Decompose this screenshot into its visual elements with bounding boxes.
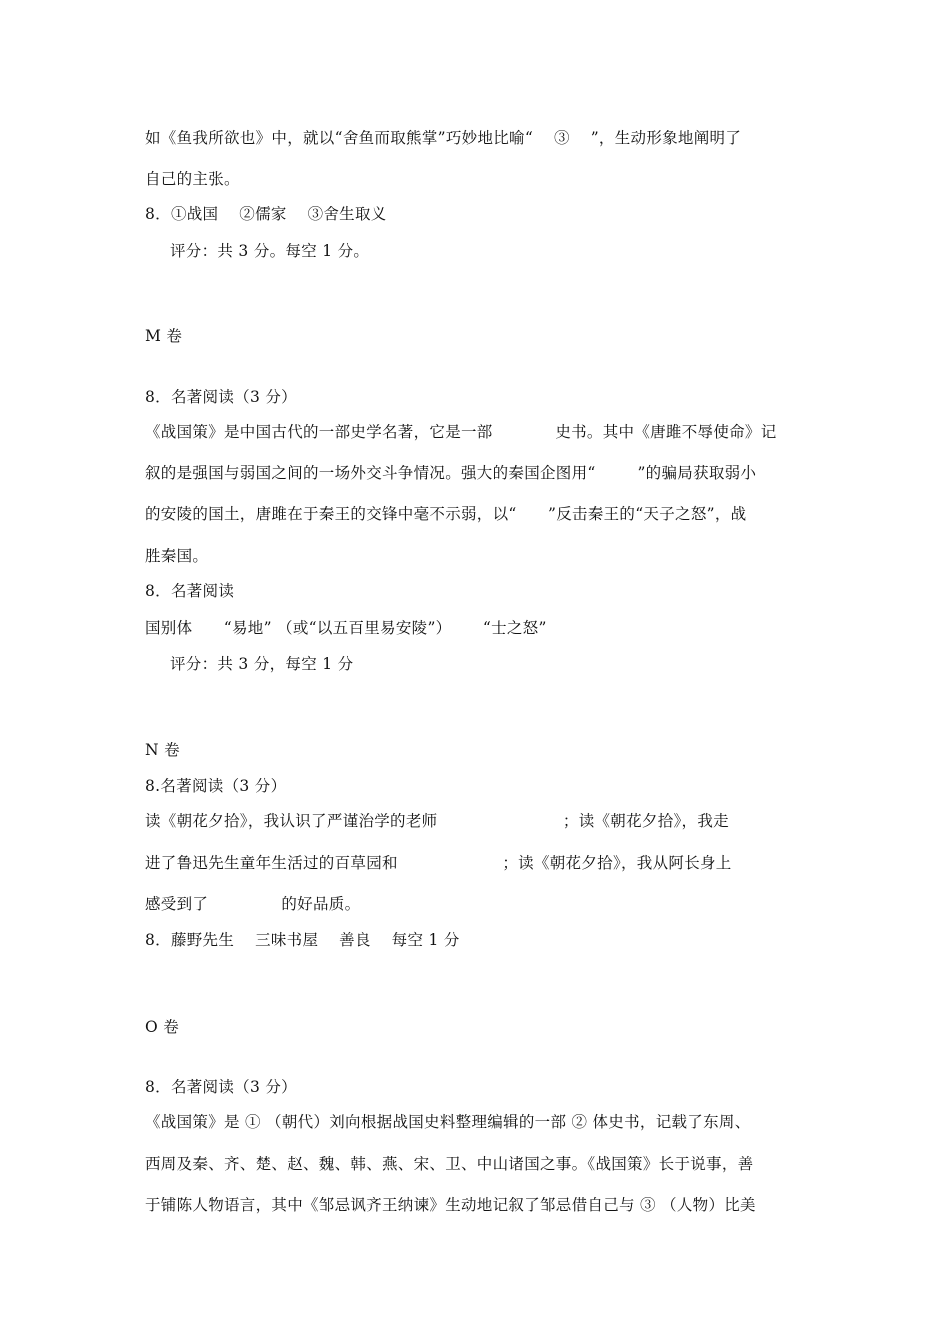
- section-heading-m: M 卷: [145, 327, 183, 345]
- paragraph-line: 进了鲁迅先生童年生活过的百草园和 ；读《朝花夕拾》，我从阿长身上: [145, 854, 732, 872]
- paragraph-line: 如《鱼我所欲也》中，就以“舍鱼而取熊掌”巧妙地比喻“ ③ ”，生动形象地阐明了: [145, 129, 742, 147]
- scoring-note: 评分：共 3 分，每空 1 分: [170, 655, 354, 673]
- section-heading-o: O 卷: [145, 1018, 180, 1036]
- paragraph-line: 叙的是强国与弱国之间的一场外交斗争情况。强大的秦国企图用“ ”的骗局获取弱小: [145, 464, 757, 482]
- paragraph-line: 感受到了 的好品质。: [145, 895, 361, 913]
- question-title: 8．名著阅读（3 分）: [145, 1078, 297, 1096]
- paragraph-line: 《战国策》是中国古代的一部史学名著，它是一部 史书。其中《唐雎不辱使命》记: [145, 423, 777, 441]
- answer-line: 国别体 “易地” （或“以五百里易安陵”） “士之怒”: [145, 619, 547, 637]
- answer-line: 8．藤野先生 三味书屋 善良 每空 1 分: [145, 931, 460, 949]
- answer-line: 8．①战国 ②儒家 ③舍生取义: [145, 205, 387, 223]
- answer-title: 8．名著阅读: [145, 582, 235, 600]
- question-title: 8.名著阅读（3 分）: [145, 777, 287, 795]
- paragraph-line: 胜秦国。: [145, 547, 209, 565]
- paragraph-line: 西周及秦、齐、楚、赵、魏、韩、燕、宋、卫、中山诸国之事。《战国策》长于说事，善: [145, 1155, 754, 1173]
- paragraph-line: 《战国策》是 ① （朝代）刘向根据战国史料整理编辑的一部 ② 体史书，记载了东周、: [145, 1113, 751, 1131]
- scoring-note: 评分：共 3 分。每空 1 分。: [170, 242, 370, 260]
- paragraph-line: 于铺陈人物语言，其中《邹忌讽齐王纳谏》生动地记叙了邹忌借自己与 ③ （人物）比美: [145, 1196, 756, 1214]
- paragraph-line: 的安陵的国土，唐雎在于秦王的交锋中毫不示弱，以“ ”反击秦王的“天子之怒”，战: [145, 505, 747, 523]
- paragraph-line: 读《朝花夕拾》，我认识了严谨治学的老师 ；读《朝花夕拾》，我走: [145, 812, 729, 830]
- paragraph-line: 自己的主张。: [145, 170, 240, 188]
- section-heading-n: N 卷: [145, 741, 180, 759]
- question-title: 8．名著阅读（3 分）: [145, 388, 297, 406]
